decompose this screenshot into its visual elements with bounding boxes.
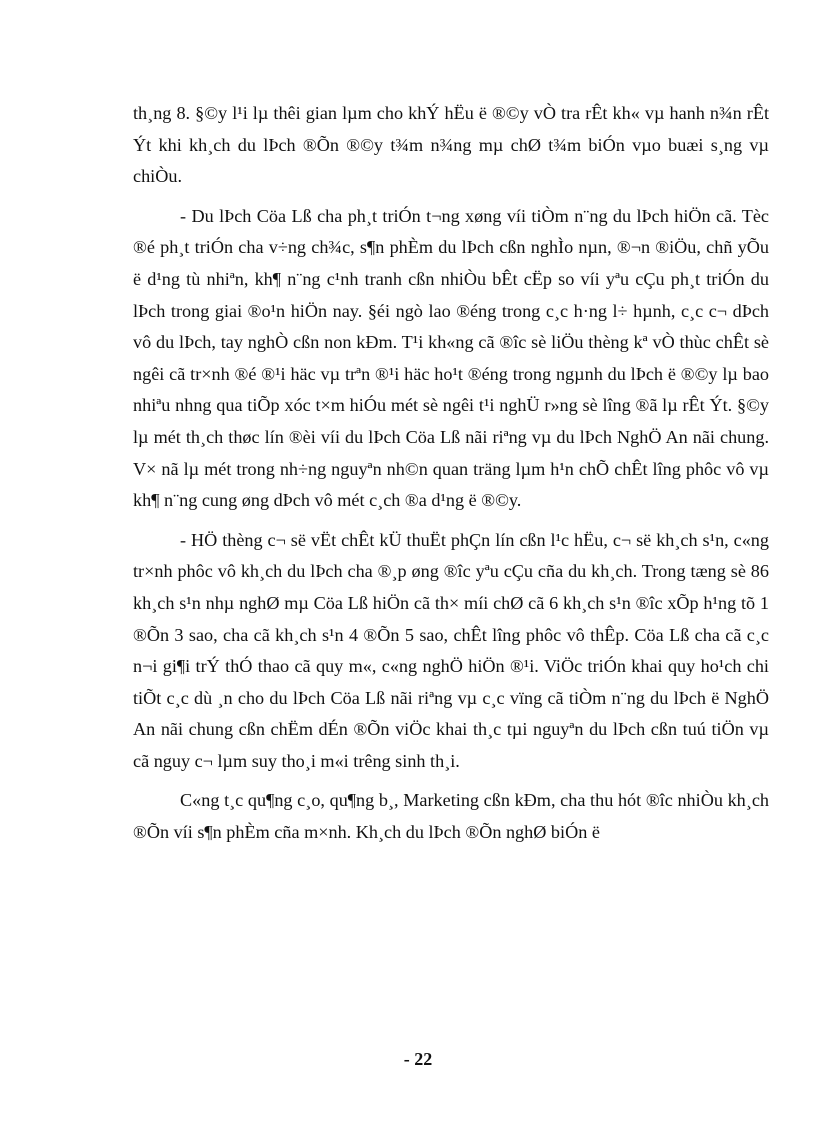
paragraph-tourism-development: - Du lÞch Cöa Lß cha ph¸t triÓn t¬ng xøng víi tiÒm n¨ng du lÞch hiÖn cã. Tèc ®é ph¸t triÓn cha v÷ng ch¾c, s¶n phÈm du lÞch cßn nghÌo nµn, ®¬n ®iÖu, chñ yÕu ë d¹ng tù nhiªn, kh¶ n¨ng c¹nh tranh cßn nhiÒu bÊt cËp so víi yªu cÇu ph¸t triÓn du lÞch trong giai ®o¹n hiÖn nay. §éi ngò lao ®éng trong c¸c h·ng l÷ hµnh, c¸c c¬ dÞch vô du lÞch, tay nghÒ cßn non kÐm. T¹i kh«ng cã ®îc sè liÖu thèng kª vÒ thùc chÊt sè ngêi cã tr×nh ®é ®¹i häc vµ trªn ®¹i häc ho¹t ®éng trong ngµnh du lÞch ë ®©y lµ bao nhiªu nhng qua tiÕp xóc t×m hiÓu mét sè ngêi t¹i nghÜ r»ng sè lîng ®ã lµ rÊt Ýt. §©y lµ mét th¸ch thøc lín ®èi víi du lÞch Cöa Lß nãi riªng vµ du lÞch NghÖ An nãi chung. V× nã lµ mét trong nh÷ng nguyªn nh©n quan träng lµm h¹n chÕ chÊt lîng phôc vô vµ kh¶ n¨ng cung øng dÞch vô mét c¸ch ®a d¹ng ë ®©y. [133, 205, 769, 511]
paragraph-marketing: C«ng t¸c qu¶ng c¸o, qu¶ng b¸, Marketing cßn kÐm, cha thu hót ®îc nhiÒu kh¸ch ®Õn víi s¶n phÈm cña m×nh. Kh¸ch du lÞch ®Õn nghØ biÓn ë [133, 790, 769, 843]
paragraph-infrastructure: - HÖ thèng c¬ së vËt chÊt kÜ thuËt phÇn lín cßn l¹c hËu, c¬ së kh¸ch s¹n, c«ng tr×nh phôc vô kh¸ch du lÞch cha ®¸p øng ®îc yªu cÇu cña du kh¸ch. Trong tæng sè 86 kh¸ch s¹n nhµ nghØ mµ Cöa Lß hiÖn cã th× míi chØ cã 6 kh¸ch s¹n ®îc xÕp h¹ng tõ 1 ®Õn 3 sao, cha cã kh¸ch s¹n 4 ®Õn 5 sao, chÊt lîng phôc vô thÊp. Cöa Lß cha cã c¸c n¬i gi¶i trÝ thÓ thao cã quy m«, c«ng nghÖ hiÖn ®¹i. ViÖc triÓn khai quy ho¹ch chi tiÕt c¸c dù ¸n cho du lÞch Cöa Lß nãi riªng vµ c¸c vïng cã tiÒm n¨ng du lÞch ë NghÖ An nãi chung cßn chËm dÉn ®Õn viÖc khai th¸c tµi nguyªn du lÞch cßn tuú tiÖn vµ cã nguy c¬ lµm suy tho¸i m«i trêng sinh th¸i. [133, 529, 769, 771]
body-text [133, 98, 769, 849]
page-number: - 22 [403, 1049, 433, 1069]
paragraph-continuation: th¸ng 8. §©y l¹i lµ thêi gian lµm cho khÝ hËu ë ®©y vÒ tra rÊt kh« vµ hanh n¾n rÊt Ýt khi kh¸ch du lÞch ®Õn ®©y t¾m n¾ng mµ chØ t¾m biÓn vµo buæi s¸ng vµ chiÒu. [133, 103, 769, 187]
